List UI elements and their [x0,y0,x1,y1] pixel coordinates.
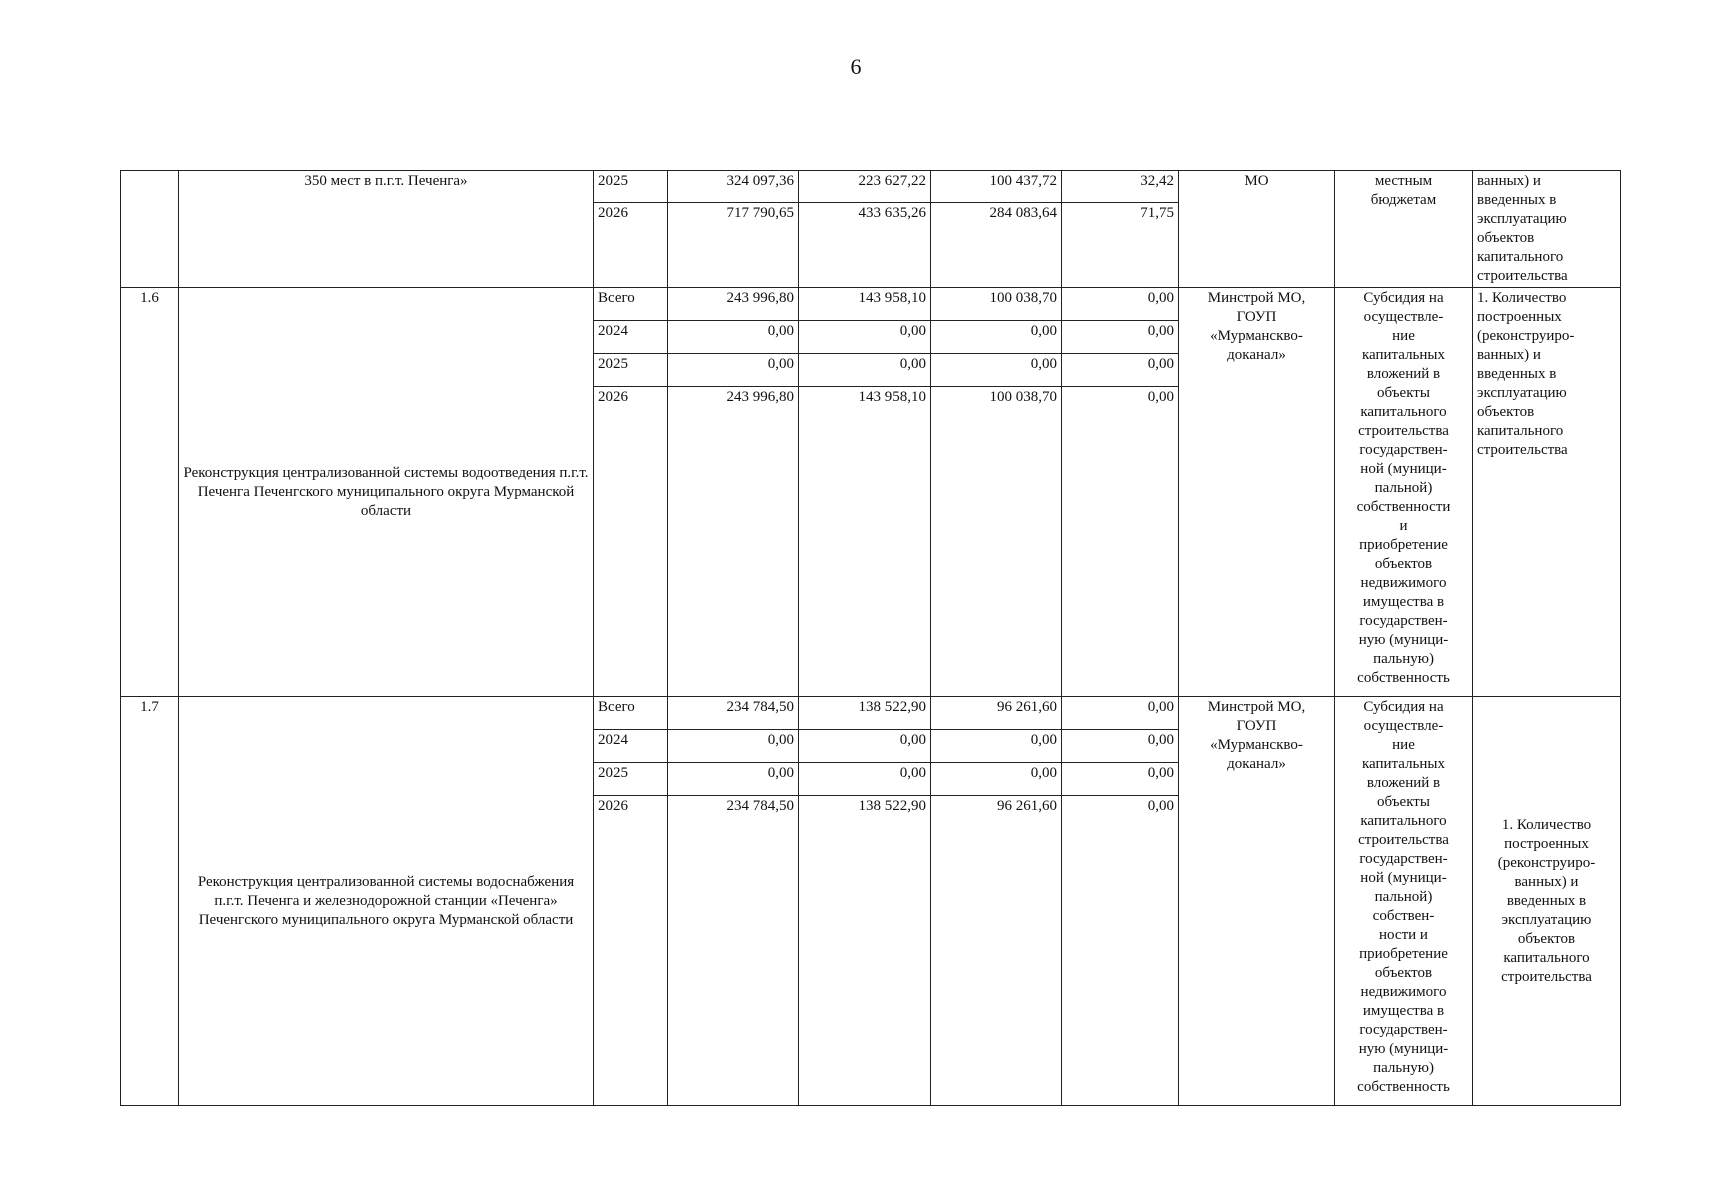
table-row [121,697,1621,730]
local-cell: 0,00 [931,321,1062,354]
table-row [121,171,1621,203]
other-cell: 32,42 [1062,171,1179,203]
other-cell: 0,00 [1062,321,1179,354]
responsible-cell: МО [1179,171,1335,288]
indicator-cell: 1. Количество построенных (реконструиро- ванных) и введенных в эксплуатацию объектов капитального строительства [1473,288,1621,697]
total-cell: 243 996,80 [668,288,799,321]
year-cell: 2025 [594,171,668,203]
regional-cell: 433 635,26 [799,203,931,288]
item-index-cell [121,171,179,288]
responsible-cell: Минстрой МО, ГОУП «Мурманскво- доканал» [1179,697,1335,1106]
item-name: 350 мест в п.г.т. Печенга» [179,171,594,288]
program-table [120,170,1621,1106]
total-cell: 234 784,50 [668,697,799,730]
regional-cell: 143 958,10 [799,387,931,697]
item-index: 1.7 [121,697,179,1106]
local-cell: 96 261,60 [931,697,1062,730]
local-cell: 100 038,70 [931,288,1062,321]
local-cell: 284 083,64 [931,203,1062,288]
item-index: 1.6 [121,288,179,697]
year-cell: 2024 [594,321,668,354]
other-cell: 0,00 [1062,354,1179,387]
other-cell: 0,00 [1062,697,1179,730]
indicator-cell: 1. Количество построенных (реконструиро- ванных) и введенных в эксплуатацию объектов капитального строительства [1473,697,1621,1106]
year-cell: 2025 [594,763,668,796]
total-cell: 0,00 [668,354,799,387]
regional-cell: 0,00 [799,763,931,796]
funding-form-cell: Субсидия на осуществле- ние капитальных вложений в объекты капитального строительства государствен- ной (муници- пальной) собствен- ности и приобретение объектов недвижимого имущества в государствен- ную (муници- пальную) собственность [1335,697,1473,1106]
regional-cell: 223 627,22 [799,171,931,203]
regional-cell: 143 958,10 [799,288,931,321]
local-cell: 100 038,70 [931,387,1062,697]
regional-cell: 138 522,90 [799,697,931,730]
regional-cell: 0,00 [799,354,931,387]
other-cell: 0,00 [1062,763,1179,796]
year-cell: 2026 [594,387,668,697]
item-name: Реконструкция централизованной системы водоотведения п.г.т. Печенга Печенгского муниципального округа Мурманской области [179,288,594,697]
total-cell: 234 784,50 [668,796,799,1106]
other-cell: 0,00 [1062,796,1179,1106]
year-cell: Всего [594,288,668,321]
other-cell: 0,00 [1062,730,1179,763]
local-cell: 0,00 [931,354,1062,387]
other-cell: 0,00 [1062,387,1179,697]
year-cell: 2026 [594,796,668,1106]
total-cell: 717 790,65 [668,203,799,288]
responsible-cell: Минстрой МО, ГОУП «Мурманскво- доканал» [1179,288,1335,697]
local-cell: 0,00 [931,730,1062,763]
total-cell: 0,00 [668,321,799,354]
total-cell: 0,00 [668,763,799,796]
local-cell: 0,00 [931,763,1062,796]
total-cell: 243 996,80 [668,387,799,697]
total-cell: 0,00 [668,730,799,763]
page-number: 6 [850,54,862,79]
regional-cell: 0,00 [799,321,931,354]
item-name: Реконструкция централизованной системы водоснабжения п.г.т. Печенга и железнодорожной станции «Печенга» Печенгского муниципального округа Мурманской области [179,697,594,1106]
regional-cell: 0,00 [799,730,931,763]
other-cell: 71,75 [1062,203,1179,288]
regional-cell: 138 522,90 [799,796,931,1106]
indicator-cell: ванных) и введенных в эксплуатацию объектов капитального строительства [1473,171,1621,288]
local-cell: 96 261,60 [931,796,1062,1106]
table-row [121,288,1621,321]
year-cell: 2026 [594,203,668,288]
year-cell: 2025 [594,354,668,387]
year-cell: Всего [594,697,668,730]
other-cell: 0,00 [1062,288,1179,321]
local-cell: 100 437,72 [931,171,1062,203]
funding-form-cell: Субсидия на осуществле- ние капитальных вложений в объекты капитального строительства государствен- ной (муници- пальной) собственности и приобретение объектов недвижимого имущества в государствен- ную (муници- пальную) собственность [1335,288,1473,697]
year-cell: 2024 [594,730,668,763]
total-cell: 324 097,36 [668,171,799,203]
funding-form-cell: местным бюджетам [1335,171,1473,288]
